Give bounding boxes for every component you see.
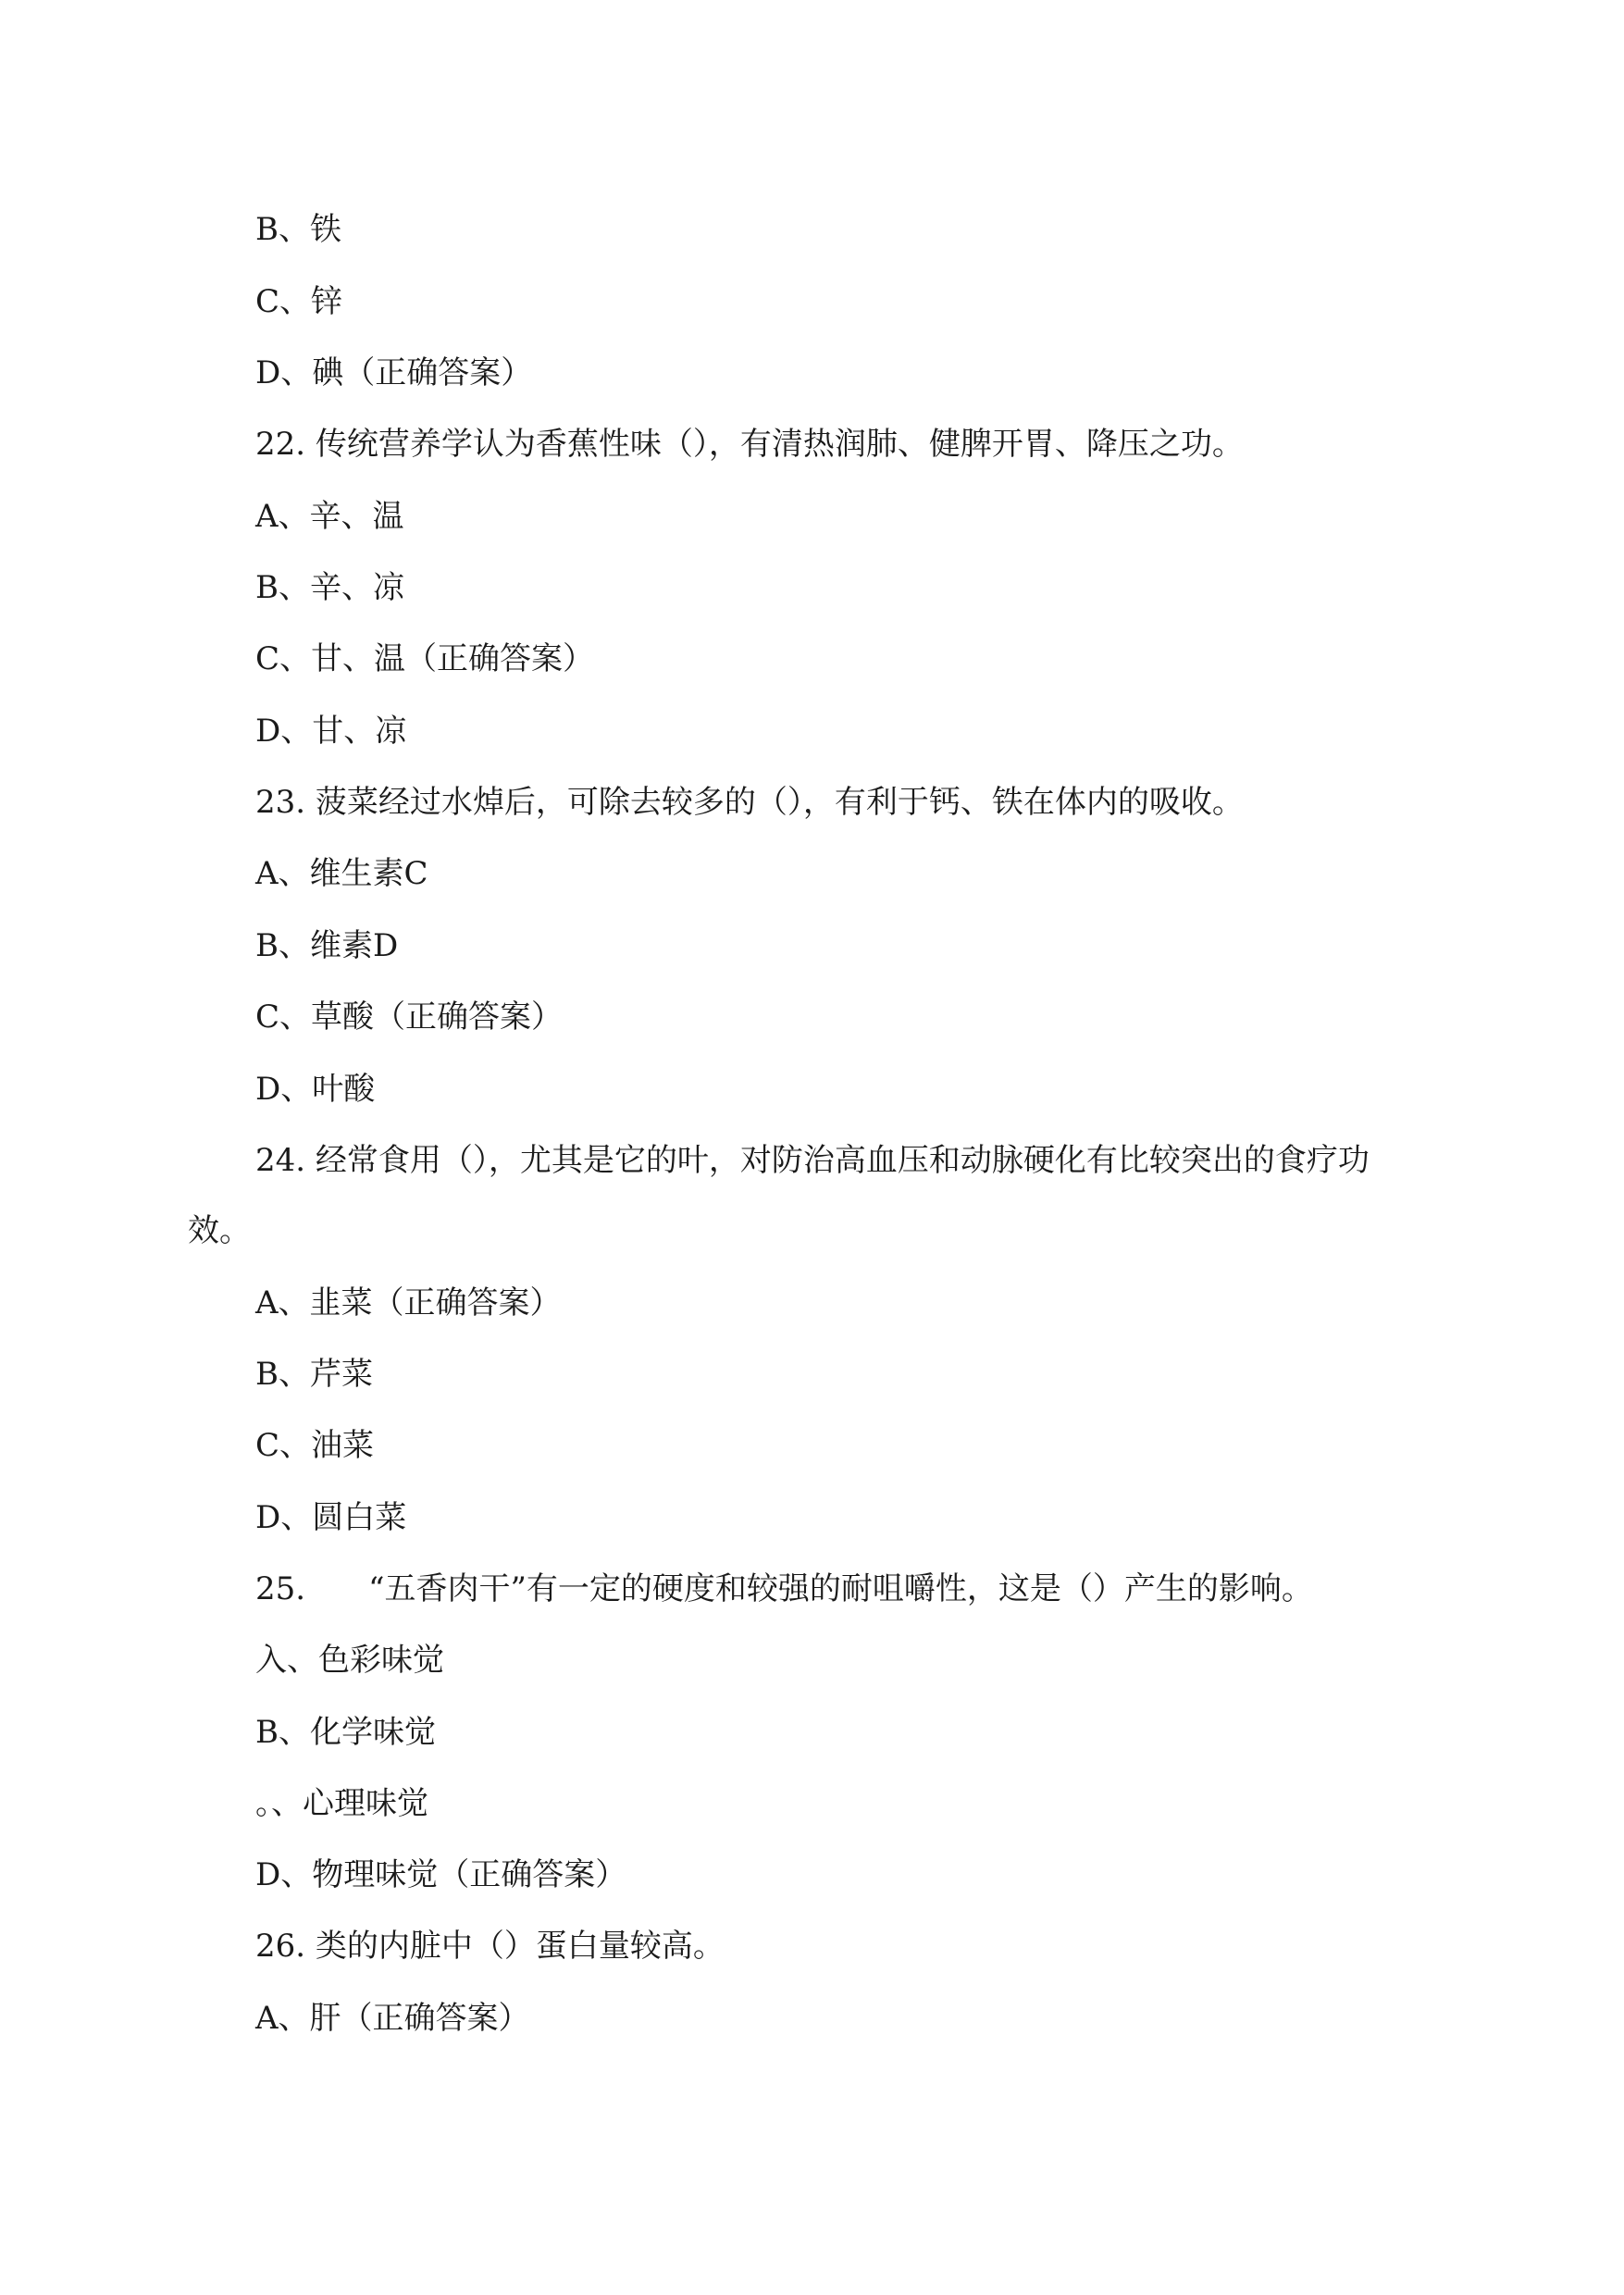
option-b-line: B、维素D (255, 927, 399, 964)
question-24-continuation: 效。 (188, 1212, 251, 1249)
question-25: 25. “五香肉干”有一定的硬度和较强的耐咀嚼性，这是（）产生的影响。 (255, 1570, 1313, 1607)
option-a-line: A、辛、温 (255, 498, 404, 535)
option-d-line: D、物理味觉（正确答案） (255, 1856, 627, 1893)
option-a-line: A、韭菜（正确答案） (255, 1284, 562, 1321)
option-b-line: B、芹菜 (255, 1356, 373, 1393)
option-b-line: B、铁 (255, 211, 341, 248)
option-c-line: 。、心理味觉 (255, 1785, 428, 1822)
question-22: 22. 传统营养学认为香蕉性味（），有清热润肺、健脾开胃、降压之功。 (255, 426, 1244, 463)
question-23: 23. 菠菜经过水焯后，可除去较多的（），有利于钙、铁在体内的吸收。 (255, 784, 1244, 821)
question-26: 26. 类的内脏中（）蛋白量较高。 (255, 1928, 725, 1965)
option-d-line: D、碘（正确答案） (255, 354, 533, 391)
option-b-line: B、辛、凉 (255, 569, 404, 606)
question-24: 24. 经常食用（），尤其是它的叶，对防治高血压和动脉硬化有比较突出的食疗功 (255, 1142, 1370, 1179)
option-d-line: D、圆白菜 (255, 1499, 407, 1536)
option-c-line: C、锌 (255, 283, 343, 320)
option-c-line: C、草酸（正确答案） (255, 999, 564, 1036)
option-d-line: D、叶酸 (255, 1071, 376, 1108)
option-c-line: C、油菜 (255, 1427, 375, 1464)
option-a-line: A、维生素C (255, 855, 428, 892)
option-a-line: A、肝（正确答案） (255, 2000, 530, 2037)
option-c-line: C、甘、温（正确答案） (255, 640, 595, 677)
option-a-line: 入、色彩味觉 (255, 1642, 444, 1679)
option-d-line: D、甘、凉 (255, 713, 407, 750)
option-b-line: B、化学味觉 (255, 1714, 436, 1751)
